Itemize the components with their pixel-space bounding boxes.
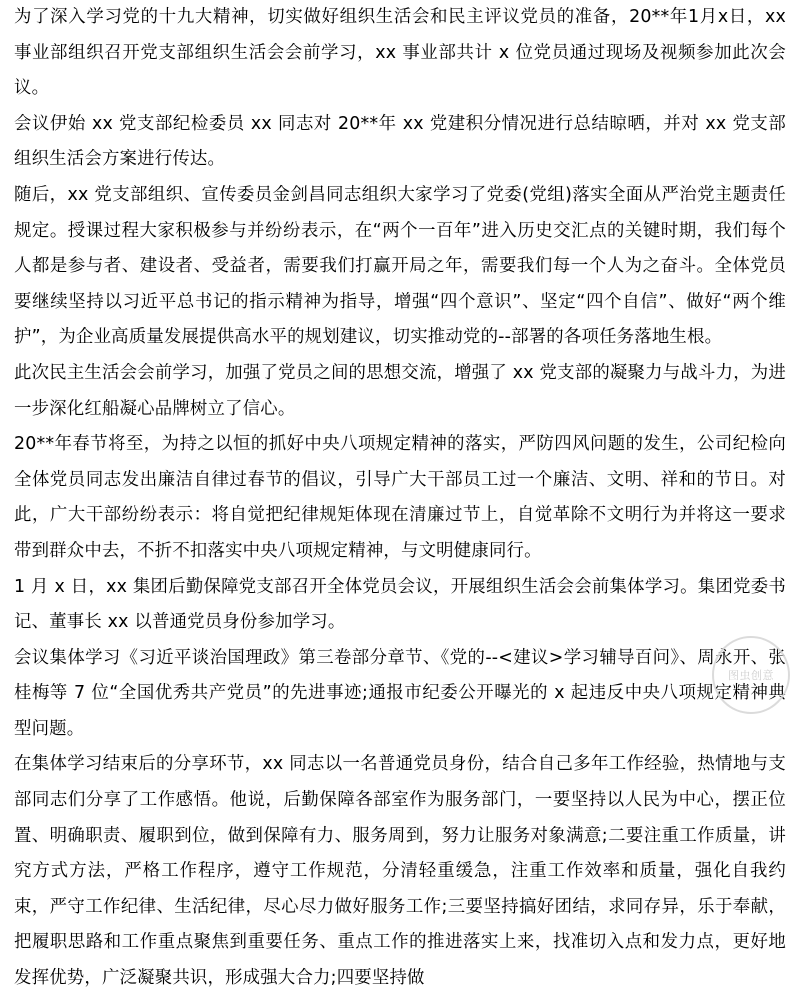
paragraph-1: 为了深入学习党的十九大精神，切实做好组织生活会和民主评议党员的准备，20**年1月x日，xx 事业部组织召开党支部组织生活会会前学习，xx 事业部共计 x 位党员通过现场及视频参加此次会议。 — [14, 7, 786, 99]
paragraph-2: 会议伊始 xx 党支部纪检委员 xx 同志对 20**年 xx 党建积分情况进行总结晾晒，并对 xx 党支部组织生活会方案进行传达。 — [14, 113, 786, 170]
watermark-label: 图虫创意 — [728, 668, 774, 682]
paragraph-4: 此次民主生活会会前学习，加强了党员之间的思想交流，增强了 xx 党支部的凝聚力与战斗力，为进一步深化红船凝心品牌树立了信心。 — [14, 362, 786, 419]
paragraph-7: 会议集体学习《习近平谈治国理政》第三卷部分章节、《党的--<建议>学习辅导百问》、周永开、张桂梅等 7 位“全国优秀共产党员”的先进事迹;通报市纪委公开曝光的 x 起违反中央八项规定精神典型问题。 — [14, 647, 786, 739]
paragraph-8: 在集体学习结束后的分享环节，xx 同志以一名普通党员身份，结合自己多年工作经验，热情地与支部同志们分享了工作感悟。他说，后勤保障各部室作为服务部门，一要坚持以人民为中心，摆正位置、明确职责、履职到位，做到保障有力、服务周到，努力让服务对象满意;二要注重工作质量，讲究方式方法，严格工作程序，遵守工作规范，分清轻重缓急，注重工作效率和质量，强化自我约束，严守工作纪律、生活纪律，尽心尽力做好服务工作;三要坚持搞好团结，求同存异，乐于奉献，把履职思路和工作重点聚焦到重要任务、重点工作的推进落实上来，找准切入点和发力点，更好地发挥优势，广泛凝聚共识，形成强大合力;四要坚持做 — [14, 754, 786, 989]
paragraph-6: 1 月 x 日，xx 集团后勤保障党支部召开全体党员会议，开展组织生活会会前集体学习。集团党委书记、董事长 xx 以普通党员身份参加学习。 — [14, 576, 786, 633]
paragraph-3: 随后，xx 党支部组织、宣传委员金剑昌同志组织大家学习了党委(党组)落实全面从严治党主题责任规定。授课过程大家积极参与并纷纷表示，在“两个一百年”进入历史交汇点的关键时期，我们每个人都是参与者、建设者、受益者，需要我们打赢开局之年，需要我们每一个人为之奋斗。全体党员要继续坚持以习近平总书记的指示精神为指导，增强“四个意识”、坚定“四个自信”、做好“两个维护”，为企业高质量发展提供高水平的规划建议，切实推动党的--部署的各项任务落地生根。 — [14, 184, 786, 348]
paragraph-5: 20**年春节将至，为持之以恒的抓好中央八项规定精神的落实，严防四风问题的发生，公司纪检向全体党员同志发出廉洁自律过春节的倡议，引导广大干部员工过一个廉洁、文明、祥和的节日。对此，广大干部纷纷表示：将自觉把纪律规矩体现在清廉过节上，自觉革除不文明行为并将这一要求带到群众中去，不折不扣落实中央八项规定精神，与文明健康同行。 — [14, 434, 786, 561]
